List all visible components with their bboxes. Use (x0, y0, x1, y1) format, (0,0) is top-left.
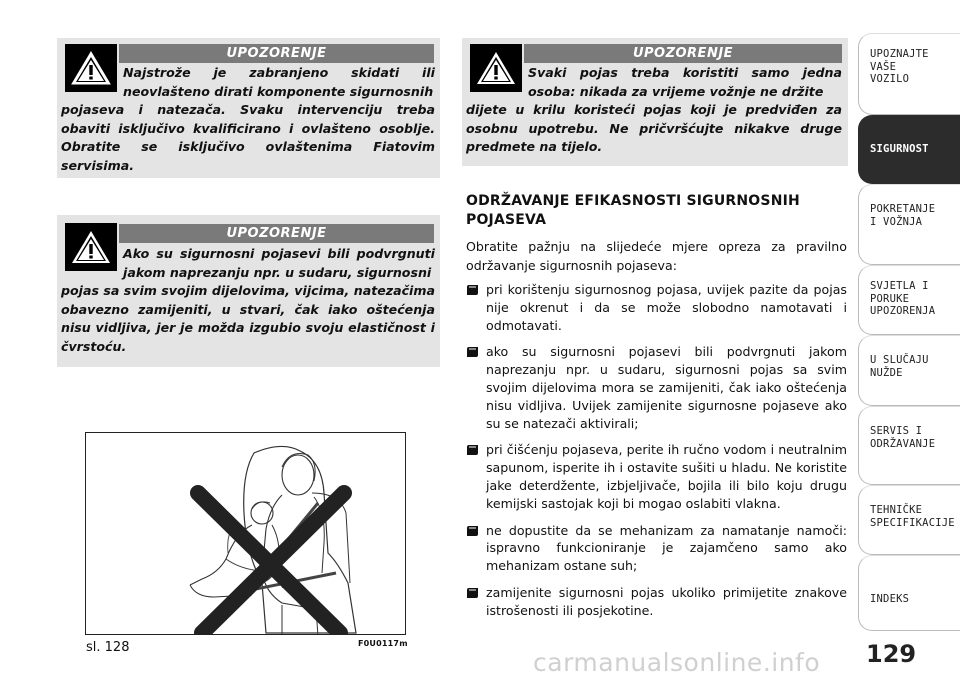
warning-text (61, 64, 435, 176)
warning-text-rest: dijete u krilu koristeći pojas koji je predviđen za osobnu upotrebu. Ne pričvršćujte nikakve druge predmete na tijelo. (466, 102, 842, 155)
section-intro: Obratite pažnju na slijedeće mjere opreza za pravilno održavanje sigurnosnih pojaseva: (466, 239, 847, 273)
list-item (466, 584, 847, 620)
warning-title: UPOZORENJE (119, 224, 434, 243)
warning-text (61, 245, 435, 357)
warning-text (466, 64, 842, 157)
list-item (466, 343, 847, 432)
list-item (466, 522, 847, 575)
square-bullet-icon (466, 346, 480, 358)
section-title: ODRŽAVANJE EFIKASNOSTI SIGURNOSNIH POJASEVA (466, 193, 800, 228)
tab-label: SVJETLA I PORUKE UPOZORENJA (870, 280, 936, 317)
square-bullet-icon (466, 587, 480, 599)
tab-sigurnost[interactable] (858, 115, 960, 184)
page-number: 129 (866, 640, 917, 668)
warning-text-rest: pojaseva i natezača. Svaku intervenciju treba obaviti isključivo kvalificirano i ovlašteno osoblje. Obratite se isključivo ovlaštenima Fiatovim servisima. (61, 102, 435, 173)
warning-box-replace-after-crash (57, 215, 440, 367)
tab-upoznajte-vase-vozilo[interactable] (858, 33, 960, 115)
list-item-text: zamijenite sigurnosni pojas ukoliko primijetite znakove istrošenosti ili posjekotine. (486, 584, 847, 618)
figure-code: F0U0117m (358, 639, 408, 648)
warning-box-one-person (462, 38, 848, 166)
square-bullet-icon (466, 444, 480, 456)
tab-label: SIGURNOST (870, 143, 929, 155)
tab-u-slucaju-nuzde[interactable] (858, 335, 960, 406)
tab-label: INDEKS (870, 593, 910, 605)
warning-box-dismantle (57, 38, 440, 178)
warning-text-lead: Najstrože je zabranjeno skidati ili neovlašteno dirati komponente sigurnosnih (123, 65, 435, 99)
warning-text-lead: Svaki pojas treba koristiti samo jedna osoba: nikada za vrijeme vožnje ne držite (528, 65, 842, 99)
tab-label: POKRETANJE I VOŽNJA (870, 203, 936, 228)
list-item (466, 441, 847, 512)
tab-tehnicke-specifikacije[interactable] (858, 485, 960, 555)
warning-title: UPOZORENJE (524, 44, 842, 63)
tab-indeks[interactable] (858, 555, 960, 631)
list-item (466, 281, 847, 334)
list-item-text: ne dopustite da se mehanizam za namatanje namoči: ispravno funkcioniranje je zajamčeno samo ako mehanizam ostane suh; (486, 522, 847, 574)
child-on-lap-illustration (86, 433, 406, 635)
list-item-text: pri korištenju sigurnosnog pojasa, uvijek pazite da pojas nije okrenut i da se može slobodno namotavati i odmotavati. (486, 282, 847, 333)
tab-label: UPOZNAJTE VAŠE VOZILO (870, 48, 929, 85)
square-bullet-icon (466, 284, 480, 296)
list-item-text: ako su sigurnosni pojasevi bili podvrgnuti jakom naprezanju npr. u sudaru, sigurnosni pojas sa svim svojim dijelovima mora se zamijeniti, čak iako oštećenja nisu vidljiva. Uvijek zamijenite sigurnosne pojaseve ako su se natezači aktivirali; (486, 344, 847, 431)
list-item-text: pri čišćenju pojaseva, perite ih ručno vodom i neutralnim sapunom, isperite ih i ostavite sušiti u hladu. Ne koristite jake deterdžente, izbjeljivače, bojila ili bilo koju drugu kemijski sastojak koji bi mogao oslabiti vlakna. (486, 442, 847, 511)
warning-title: UPOZORENJE (119, 44, 434, 63)
warning-text-rest: pojas sa svim svojim dijelovima, vijcima, natezačima obavezno zamijeniti, u stvari, čak iako oštećenja nisu vidljiva, jer je možda izgubio svoju elastičnost i čvrstoću. (61, 283, 435, 354)
figure-caption: sl. 128 (86, 640, 130, 655)
square-bullet-icon (466, 525, 480, 537)
footer-watermark: carmanualsonline.info (533, 648, 821, 677)
tab-label: SERVIS I ODRŽAVANJE (870, 425, 936, 450)
tab-pokretanje-i-voznja[interactable] (858, 184, 960, 265)
maintenance-list (466, 281, 847, 629)
warning-text-lead: Ako su sigurnosni pojasevi bili podvrgnuti jakom naprezanju npr. u sudaru, sigurnosni (123, 246, 435, 280)
tab-label: U SLUČAJU NUŽDE (870, 354, 929, 379)
tab-svjetla-i-poruke[interactable] (858, 265, 960, 335)
tab-label: TEHNIČKE SPECIFIKACIJE (870, 504, 955, 529)
tab-servis-i-odrzavanje[interactable] (858, 406, 960, 485)
figure-child-on-lap (85, 432, 406, 635)
